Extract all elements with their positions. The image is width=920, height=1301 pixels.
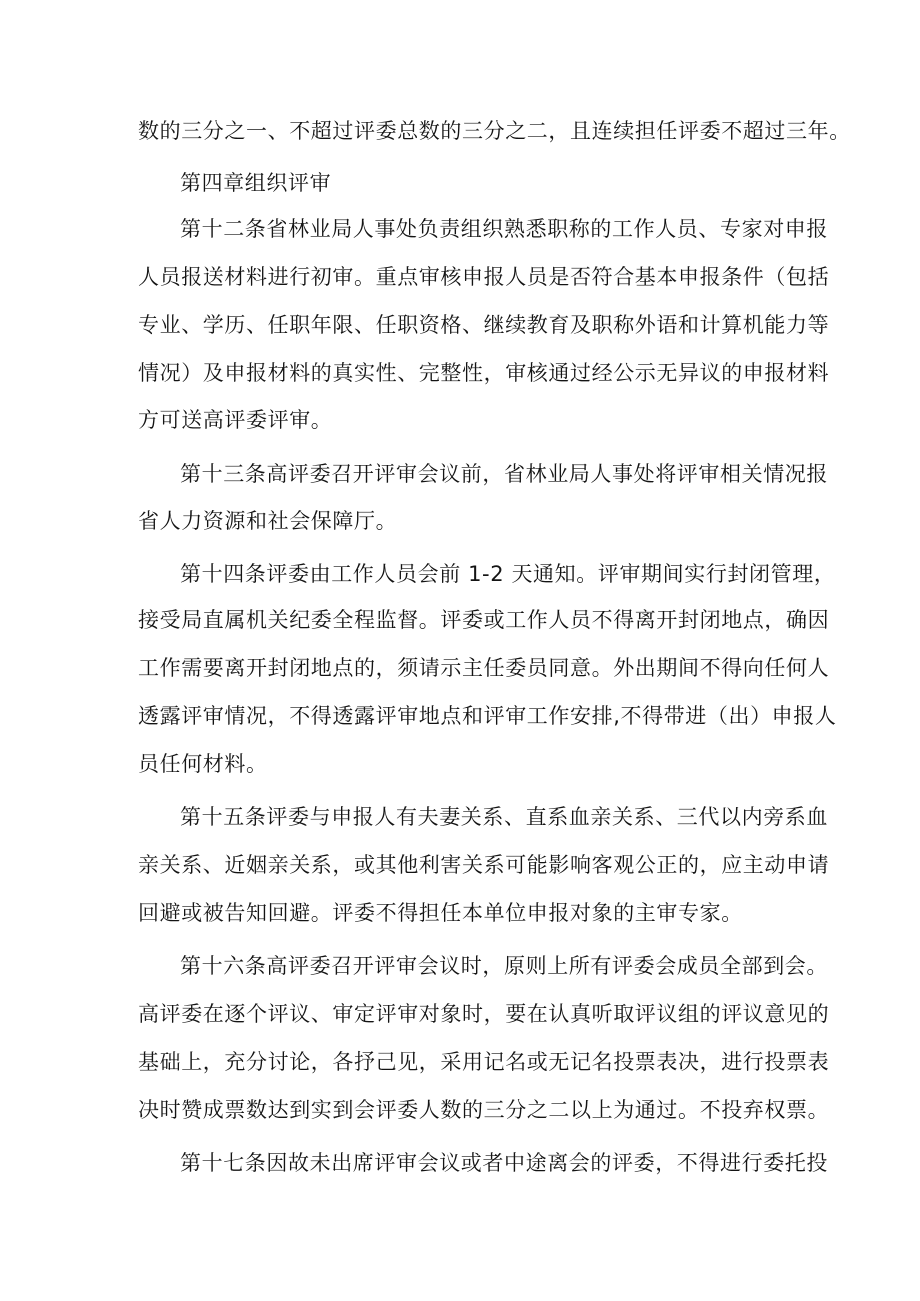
text-line: 回避或被告知回避。评委不得担任本单位申报对象的主审专家。 xyxy=(138,901,743,925)
text-line: 第十三条高评委召开评审会议前，省林业局人事处将评审相关情况报 xyxy=(180,462,828,486)
text-line: 第十二条省林业局人事处负责组织熟悉职称的工作人员、专家对申报 xyxy=(180,217,828,241)
text-line: 第十六条高评委召开评审会议时，原则上所有评委会成员全部到会。 xyxy=(180,954,828,978)
text-line: 专业、学历、任职年限、任职资格、继续教育及职称外语和计算机能力等 xyxy=(138,313,830,337)
chapter-heading: 第四章组织评审 xyxy=(180,171,332,195)
text-line: 第十七条因故未出席评审会议或者中途离会的评委，不得进行委托投 xyxy=(180,1151,828,1175)
text-line: 员任何材料。 xyxy=(138,752,268,776)
text-line: 接受局直属机关纪委全程监督。评委或工作人员不得离开封闭地点，确因 xyxy=(138,608,830,632)
text-line: 基础上，充分讨论，各抒己见，采用记名或无记名投票表决，进行投票表 xyxy=(138,1050,830,1074)
text-line: 亲关系、近姻亲关系，或其他利害关系可能影响客观公正的，应主动申请 xyxy=(138,853,830,877)
text-line: 第十四条评委由工作人员会前 1-2 天通知。评审期间实行封闭管理， xyxy=(180,562,836,586)
text-line: 人员报送材料进行初审。重点审核申报人员是否符合基本申报条件（包括 xyxy=(138,265,830,289)
text-line: 透露评审情况，不得透露评审地点和评审工作安排,不得带进（出）申报人 xyxy=(138,704,837,728)
text-line: 第十五条评委与申报人有夫妻关系、直系血亲关系、三代以内旁系血 xyxy=(180,805,828,829)
text-line: 高评委在逐个评议、审定评审对象时，要在认真听取评议组的评议意见的 xyxy=(138,1002,830,1026)
text-line: 情况）及申报材料的真实性、完整性，审核通过经公示无异议的申报材料 xyxy=(138,361,830,385)
text-line: 决时赞成票数达到实到会评委人数的三分之二以上为通过。不投弃权票。 xyxy=(138,1098,830,1122)
text-line: 工作需要离开封闭地点的，须请示主任委员同意。外出期间不得向任何人 xyxy=(138,656,830,680)
text-line: 省人力资源和社会保障厅。 xyxy=(138,509,398,533)
text-line: 数的三分之一、不超过评委总数的三分之二，且连续担任评委不超过三年。 xyxy=(138,119,851,143)
text-line: 方可送高评委评审。 xyxy=(138,408,333,432)
